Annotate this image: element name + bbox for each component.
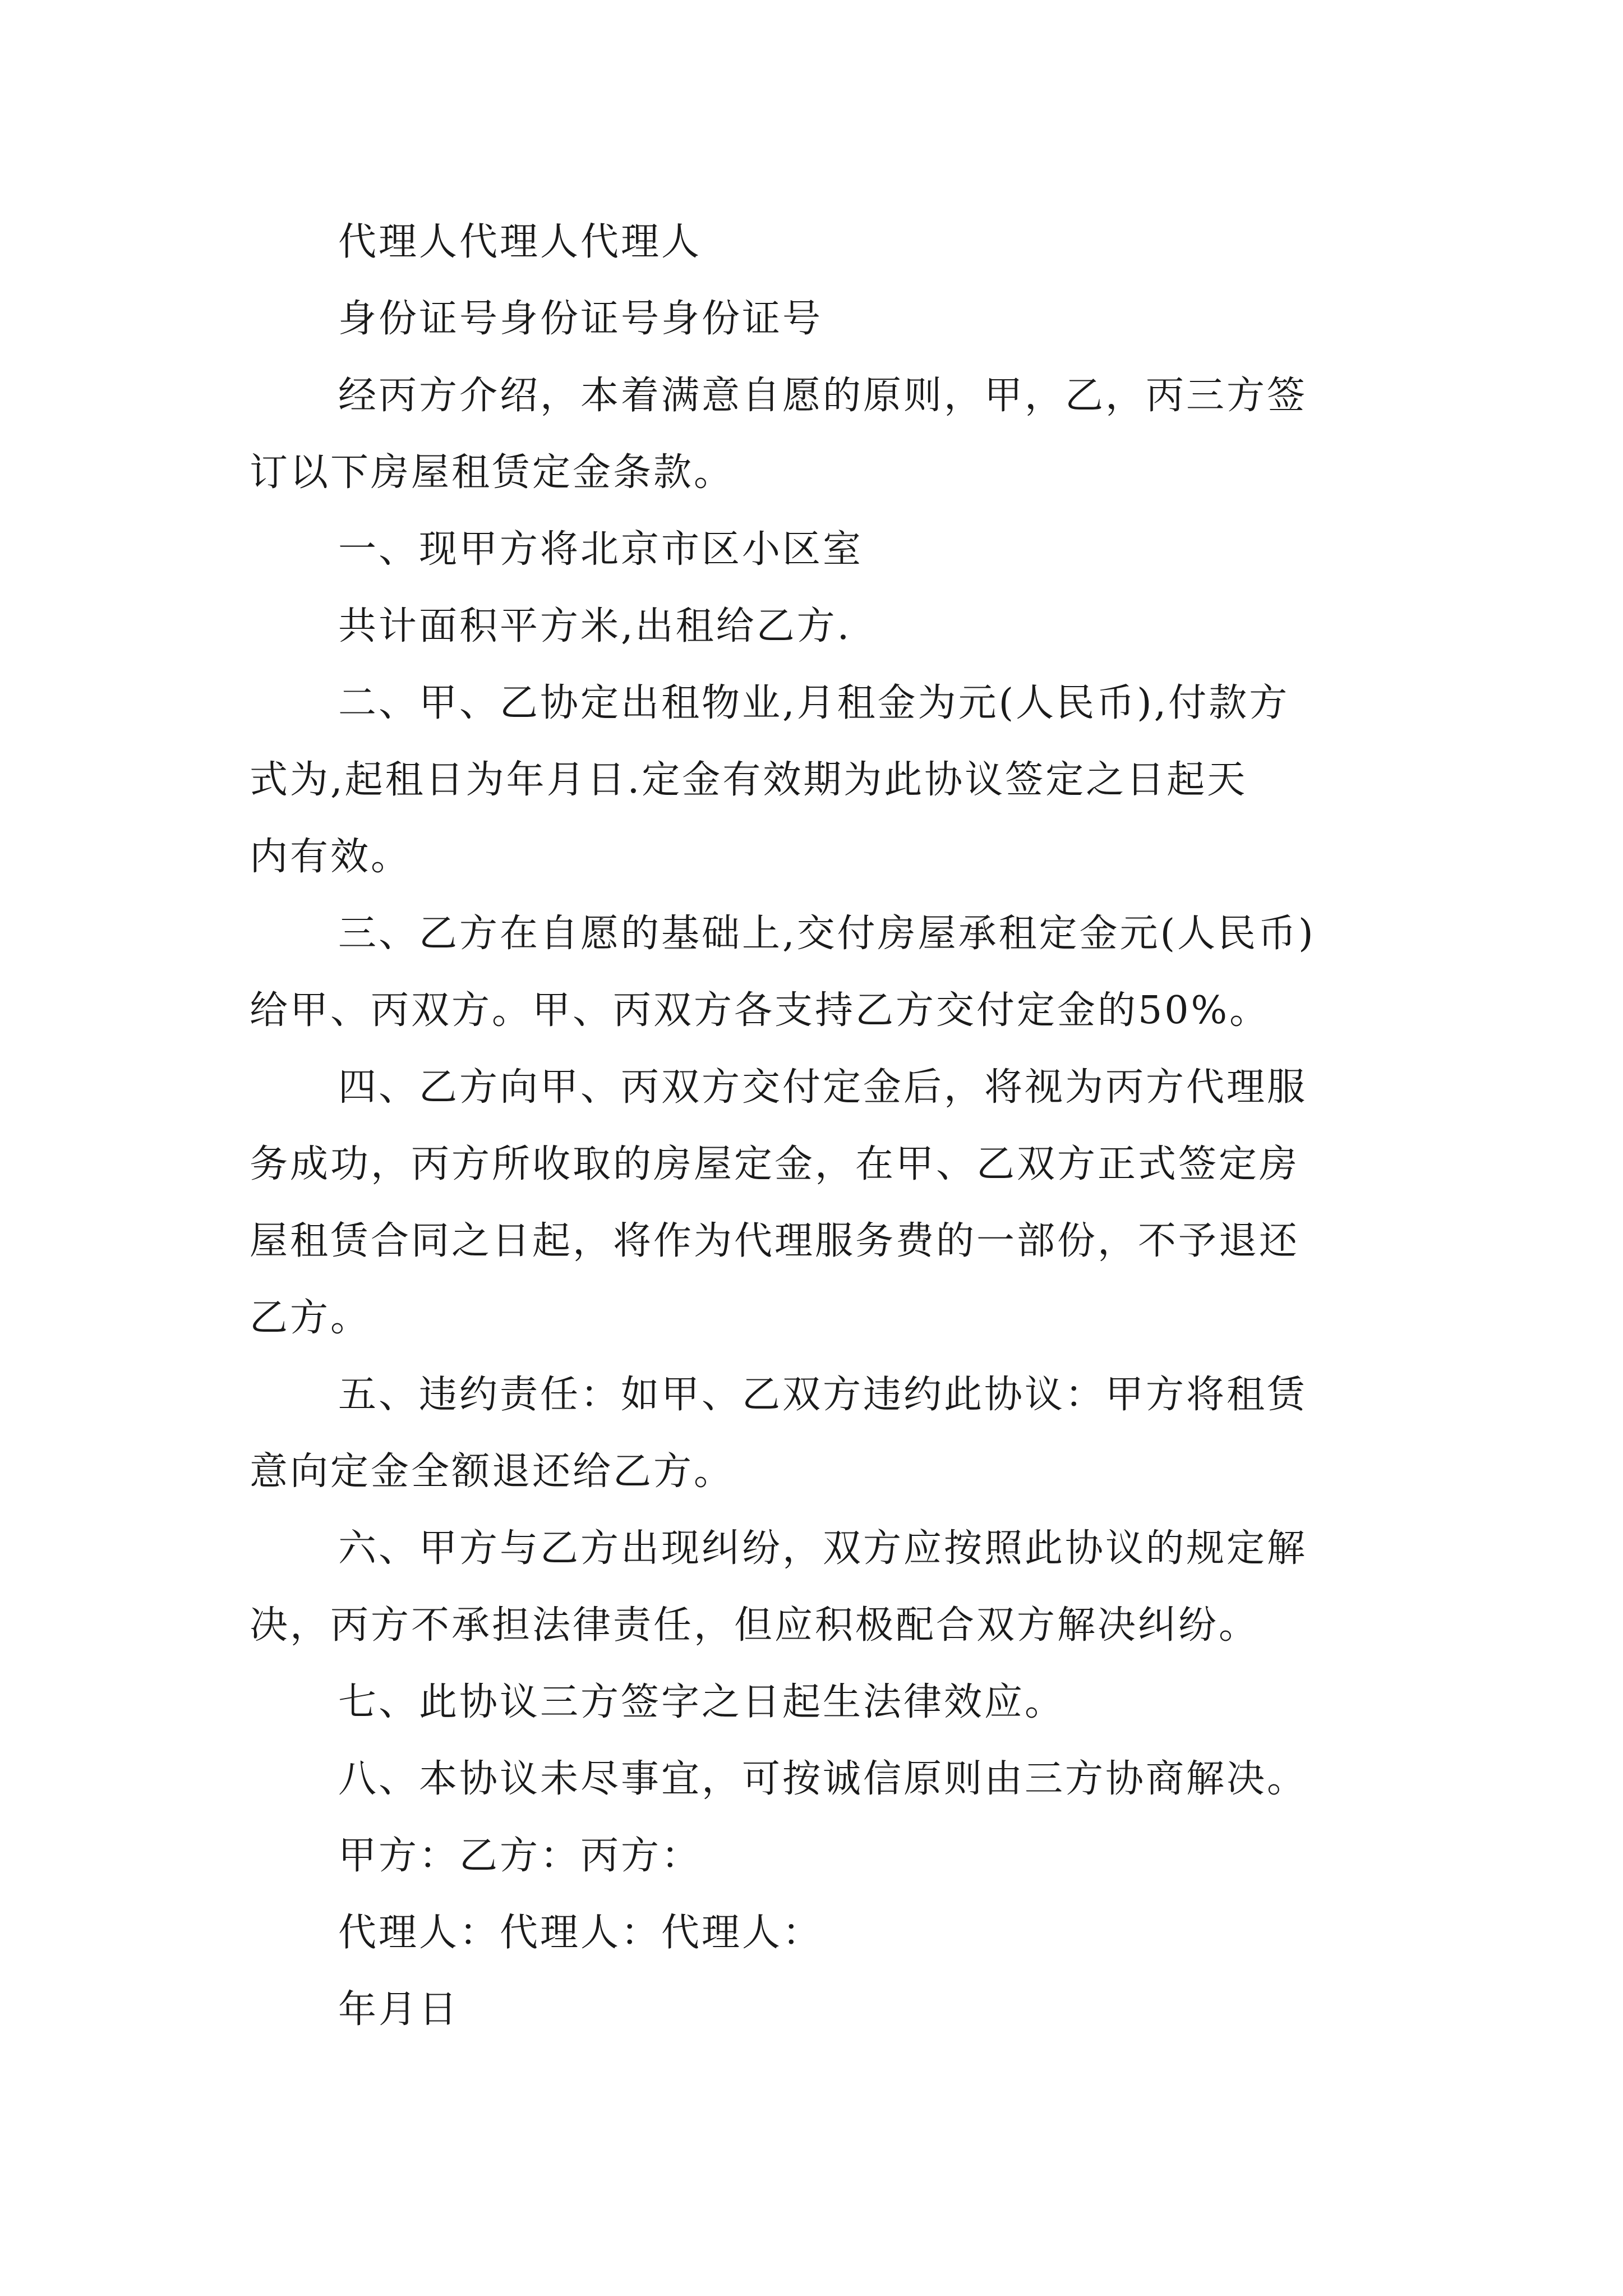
document-line: 屋租赁合同之日起，将作为代理服务费的一部份，不予退还 [250,1219,1300,1263]
document-line: 共计面积平方米,出租给乙方. [338,604,852,648]
document-line: 身份证号身份证号身份证号 [338,297,823,341]
document-line: 经丙方介绍，本着满意自愿的原则，甲，乙，丙三方签 [338,374,1308,418]
document-line: 一、现甲方将北京市区小区室 [338,527,864,572]
document-line: 决，丙方不承担法律责任，但应积极配合双方解决纠纷。 [250,1603,1260,1648]
document-line: 内有效。 [250,835,412,879]
document-line: 六、甲方与乙方出现纠纷，双方应按照此协议的规定解 [338,1526,1308,1571]
document-line: 二、甲、乙协定出租物业,月租金为元(人民币),付款方 [338,681,1290,725]
document-line: 乙方。 [250,1296,371,1340]
document-line: 八、本协议未尽事宜，可按诚信原则由三方协商解决。 [338,1757,1308,1801]
document-line: 三、乙方在自愿的基础上,交付房屋承租定金元(人民币) [338,912,1316,956]
document-line: 式为,起租日为年月日.定金有效期为此协议签定之日起天 [250,758,1248,802]
document-line: 代理人：代理人：代理人： [338,1911,823,1955]
document-line: 七、此协议三方签字之日起生法律效应。 [338,1680,1066,1724]
document-line: 务成功，丙方所收取的房屋定金，在甲、乙双方正式签定房 [250,1142,1300,1186]
document-line: 年月日 [338,1987,460,2032]
document-body [250,204,1394,2048]
document-line: 订以下房屋租赁定金条款。 [250,450,735,495]
document-line: 甲方：乙方：丙方： [338,1834,702,1878]
document-line: 五、违约责任：如甲、乙双方违约此协议：甲方将租赁 [338,1373,1308,1417]
document-line: 意向定金全额退还给乙方。 [250,1450,735,1494]
document-line: 代理人代理人代理人 [338,220,702,264]
document-line: 给甲、丙双方。甲、丙双方各支持乙方交付定金的50%。 [250,988,1270,1033]
document-line: 四、乙方向甲、丙双方交付定金后，将视为丙方代理服 [338,1065,1308,1110]
